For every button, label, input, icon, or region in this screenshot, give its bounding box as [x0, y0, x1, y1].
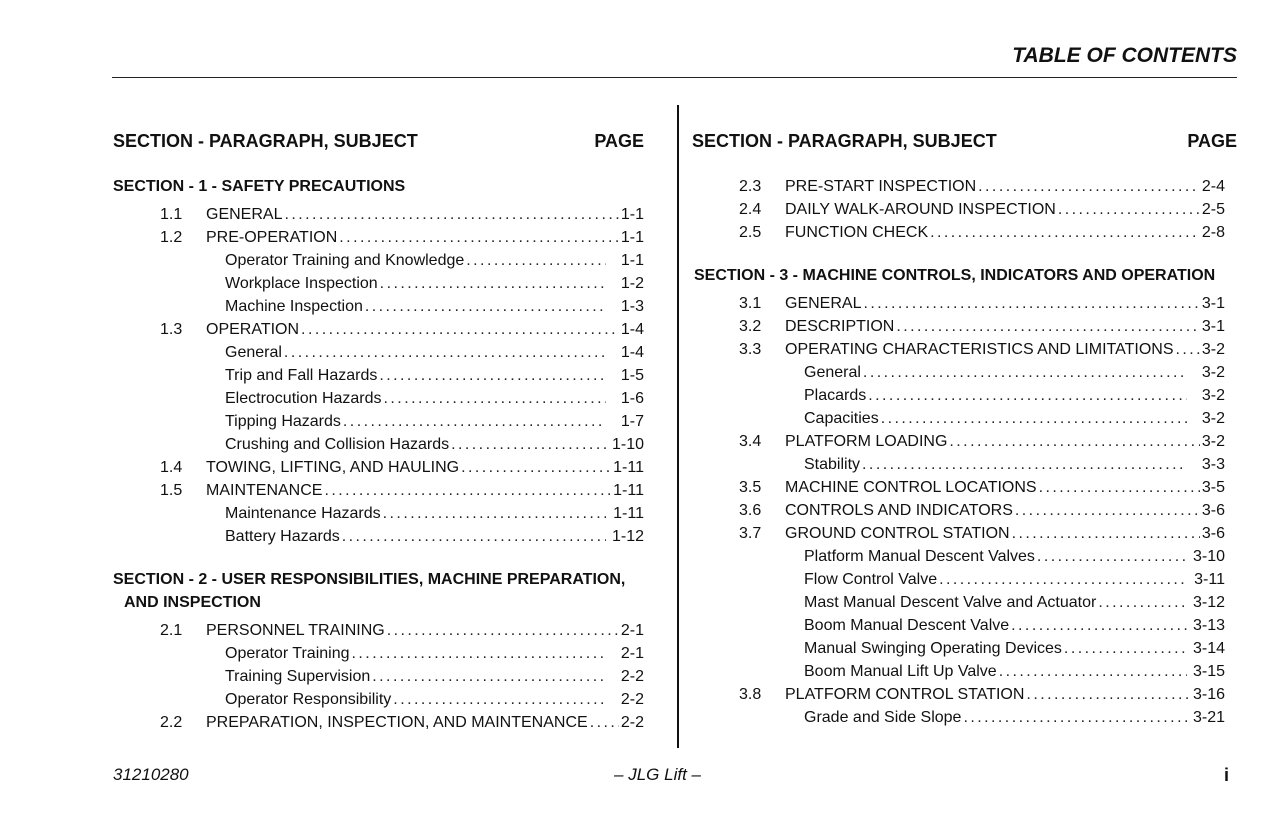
toc-entry — [113, 711, 644, 734]
toc-entry-number: 2.5 — [739, 224, 762, 241]
toc-entry — [113, 203, 644, 226]
toc-entry-title: Stability — [804, 456, 861, 473]
toc-entry — [692, 637, 1237, 660]
dot-leader — [379, 364, 606, 387]
header-rule — [112, 77, 1237, 78]
toc-entry-title: Mast Manual Descent Valve and Actuator — [804, 594, 1097, 611]
toc-entry-page: 3-11 — [1194, 571, 1225, 588]
toc-entry-title: PERSONNEL TRAINING — [206, 622, 385, 639]
toc-entry-number: 1.1 — [160, 206, 183, 223]
toc-entry — [692, 292, 1237, 315]
toc-entry — [113, 364, 644, 387]
dot-leader — [1012, 522, 1200, 545]
toc-entry-title: Machine Inspection — [225, 298, 363, 315]
dot-leader — [461, 456, 611, 479]
toc-entry-number: 1.5 — [160, 482, 183, 499]
toc-entry — [692, 706, 1237, 729]
toc-entry-title: General — [225, 344, 282, 361]
toc-entry-page: 3-1 — [1201, 318, 1225, 335]
toc-entry-title: Maintenance Hazards — [225, 505, 381, 522]
section-2-entries — [113, 619, 644, 734]
toc-entry-title: Manual Swinging Operating Devices — [804, 640, 1062, 657]
toc-entry-page: 3-6 — [1201, 502, 1225, 519]
toc-entry-title: FUNCTION CHECK — [785, 224, 929, 241]
dot-leader — [862, 453, 1187, 476]
toc-entry-page: 3-10 — [1192, 548, 1225, 565]
toc-entry — [113, 456, 644, 479]
toc-entry-page: 1-2 — [620, 275, 644, 292]
toc-entry-title: OPERATING CHARACTERISTICS AND LIMITATIONS — [785, 341, 1174, 358]
dot-leader — [978, 175, 1200, 198]
dot-leader — [342, 525, 606, 548]
toc-entry-title: Flow Control Valve — [804, 571, 938, 588]
dot-leader — [1098, 591, 1187, 614]
column-heading-page: PAGE — [1187, 131, 1237, 151]
toc-entry-page: 3-1 — [1201, 295, 1225, 312]
section-2-title — [113, 568, 644, 614]
dot-leader — [896, 315, 1200, 338]
toc-entry-number: 2.1 — [160, 622, 183, 639]
dot-leader — [380, 272, 606, 295]
toc-entry-title: Trip and Fall Hazards — [225, 367, 378, 384]
toc-entry-title: Boom Manual Lift Up Valve — [804, 663, 997, 680]
toc-entry-page: 2-2 — [620, 691, 644, 708]
dot-leader — [372, 665, 606, 688]
toc-entry-page: 1-3 — [620, 298, 644, 315]
toc-entry-title: Boom Manual Descent Valve — [804, 617, 1010, 634]
toc-entry-title: Grade and Side Slope — [804, 709, 962, 726]
dot-leader — [451, 433, 606, 456]
dot-leader — [1011, 614, 1187, 637]
toc-entry-number: 2.2 — [160, 714, 183, 731]
toc-entry — [692, 453, 1237, 476]
column-heading-subject: SECTION - PARAGRAPH, SUBJECT — [113, 131, 418, 151]
page-title: TABLE OF CONTENTS — [1012, 44, 1237, 67]
dot-leader — [301, 318, 619, 341]
toc-entry — [692, 660, 1237, 683]
toc-entry — [692, 522, 1237, 545]
toc-entry-title: GENERAL — [785, 295, 862, 312]
toc-entry-title: OPERATION — [206, 321, 300, 338]
toc-entry-page: 2-8 — [1201, 224, 1225, 241]
toc-entry-page: 1-1 — [620, 229, 644, 246]
toc-entry-title: Placards — [804, 387, 867, 404]
toc-right-column — [692, 128, 1237, 729]
dot-leader — [352, 642, 606, 665]
dot-leader — [284, 203, 618, 226]
dot-leader — [963, 706, 1187, 729]
dot-leader — [949, 430, 1199, 453]
toc-entry-page: 1-1 — [620, 252, 644, 269]
toc-entry-page: 1-4 — [620, 321, 644, 338]
toc-entry-title: PRE-OPERATION — [206, 229, 338, 246]
toc-entry-page: 1-1 — [620, 206, 644, 223]
toc-entry — [692, 568, 1237, 591]
toc-entry — [692, 361, 1237, 384]
section-3-title: SECTION - 3 - MACHINE CONTROLS, INDICATORS AND OPERATION — [694, 267, 1216, 284]
toc-entry-page: 1-10 — [611, 436, 644, 453]
section-1-title: SECTION - 1 - SAFETY PRECAUTIONS — [113, 178, 406, 195]
toc-entry-page: 3-3 — [1201, 456, 1225, 473]
toc-entry — [113, 525, 644, 548]
section-2-title-line2: AND INSPECTION — [124, 594, 261, 611]
toc-entry-number: 3.8 — [739, 686, 762, 703]
toc-entry — [113, 502, 644, 525]
dot-leader — [284, 341, 606, 364]
section-2-continued-entries — [692, 175, 1237, 244]
toc-entry-page: 1-5 — [620, 367, 644, 384]
section-3-entries — [692, 292, 1237, 729]
toc-entry-number: 3.7 — [739, 525, 762, 542]
toc-entry-title: PRE-START INSPECTION — [785, 178, 977, 195]
toc-entry-title: MACHINE CONTROL LOCATIONS — [785, 479, 1037, 496]
toc-entry-title: PLATFORM CONTROL STATION — [785, 686, 1025, 703]
toc-entry-page: 3-2 — [1201, 364, 1225, 381]
dot-leader — [324, 479, 611, 502]
toc-entry-title: Crushing and Collision Hazards — [225, 436, 450, 453]
toc-entry-page: 1-11 — [613, 505, 644, 522]
toc-entry-title: Operator Training — [225, 645, 350, 662]
toc-entry — [113, 272, 644, 295]
toc-entry-page: 3-15 — [1192, 663, 1225, 680]
toc-entry-page: 3-2 — [1201, 341, 1225, 358]
toc-entry — [113, 226, 644, 249]
toc-entry — [113, 387, 644, 410]
toc-entry-page: 2-2 — [620, 714, 644, 731]
dot-leader — [939, 568, 1187, 591]
toc-entry-number: 3.6 — [739, 502, 762, 519]
toc-entry-page: 1-12 — [611, 528, 644, 545]
toc-entry-page: 1-6 — [620, 390, 644, 407]
section-2-title-line1: SECTION - 2 - USER RESPONSIBILITIES, MACHINE PREPARATION, — [113, 571, 626, 588]
toc-entry — [113, 433, 644, 456]
dot-leader — [1064, 637, 1187, 660]
dot-leader — [383, 502, 606, 525]
toc-entry-number: 3.5 — [739, 479, 762, 496]
toc-entry-number: 3.2 — [739, 318, 762, 335]
column-divider — [677, 105, 679, 748]
toc-entry-title: Operator Training and Knowledge — [225, 252, 465, 269]
toc-entry-title: DESCRIPTION — [785, 318, 895, 335]
toc-entry-number: 1.2 — [160, 229, 183, 246]
toc-entry-page: 1-7 — [620, 413, 644, 430]
toc-entry-title: Training Supervision — [225, 668, 371, 685]
toc-entry-page: 2-4 — [1201, 178, 1225, 195]
toc-entry-title: MAINTENANCE — [206, 482, 323, 499]
column-heading-page: PAGE — [594, 131, 644, 151]
toc-entry-title: Workplace Inspection — [225, 275, 378, 292]
toc-entry-title: Platform Manual Descent Valves — [804, 548, 1035, 565]
toc-entry — [113, 249, 644, 272]
dot-leader — [466, 249, 606, 272]
footer-page-number: i — [1223, 765, 1229, 785]
toc-entry — [692, 591, 1237, 614]
toc-entry-page: 3-21 — [1192, 709, 1225, 726]
toc-entry — [692, 175, 1237, 198]
toc-entry-page: 3-5 — [1201, 479, 1225, 496]
toc-entry — [692, 545, 1237, 568]
dot-leader — [1026, 683, 1191, 706]
toc-entry-page: 2-1 — [620, 622, 644, 639]
dot-leader — [881, 407, 1187, 430]
column-heading-subject: SECTION - PARAGRAPH, SUBJECT — [692, 131, 997, 151]
toc-entry-title: PREPARATION, INSPECTION, AND MAINTENANCE — [206, 714, 588, 731]
toc-entry — [692, 338, 1237, 361]
toc-entry — [692, 614, 1237, 637]
toc-entry-page: 3-12 — [1192, 594, 1225, 611]
toc-entry — [113, 642, 644, 665]
toc-entry-page: 3-16 — [1192, 686, 1225, 703]
toc-entry-title: Tipping Hazards — [225, 413, 341, 430]
toc-entry-page: 2-2 — [620, 668, 644, 685]
toc-entry — [113, 318, 644, 341]
dot-leader — [1039, 476, 1200, 499]
toc-entry-title: General — [804, 364, 861, 381]
toc-entry — [692, 221, 1237, 244]
column-header — [113, 128, 644, 154]
toc-entry-title: GROUND CONTROL STATION — [785, 525, 1010, 542]
toc-entry — [113, 665, 644, 688]
toc-entry-page: 3-2 — [1201, 433, 1225, 450]
toc-entry-page: 2-1 — [620, 645, 644, 662]
toc-entry — [692, 198, 1237, 221]
toc-entry — [113, 688, 644, 711]
dot-leader — [930, 221, 1200, 244]
dot-leader — [343, 410, 606, 433]
dot-leader — [339, 226, 619, 249]
toc-entry-title: PLATFORM LOADING — [785, 433, 948, 450]
toc-entry-title: CONTROLS AND INDICATORS — [785, 502, 1013, 519]
toc-entry — [692, 315, 1237, 338]
toc-entry — [692, 476, 1237, 499]
toc-entry — [113, 295, 644, 318]
toc-entry-title: Electrocution Hazards — [225, 390, 382, 407]
toc-entry — [113, 410, 644, 433]
dot-leader — [387, 619, 619, 642]
toc-entry-page: 1-4 — [620, 344, 644, 361]
dot-leader — [1037, 545, 1187, 568]
toc-entry-title: Capacities — [804, 410, 879, 427]
footer-doc-number: 31210280 — [113, 765, 189, 784]
toc-entry-title: GENERAL — [206, 206, 283, 223]
dot-leader — [393, 688, 606, 711]
toc-entry-page: 3-6 — [1201, 525, 1225, 542]
dot-leader — [365, 295, 606, 318]
toc-entry-page: 1-11 — [613, 482, 644, 499]
toc-entry-page: 3-2 — [1201, 410, 1225, 427]
dot-leader — [1015, 499, 1200, 522]
toc-entry-number: 2.3 — [739, 178, 762, 195]
toc-entry-page: 3-2 — [1201, 387, 1225, 404]
toc-entry-number: 3.3 — [739, 341, 762, 358]
toc-entry-title: DAILY WALK-AROUND INSPECTION — [785, 201, 1056, 218]
dot-leader — [999, 660, 1187, 683]
section-1-entries — [113, 203, 644, 548]
toc-entry-number: 2.4 — [739, 201, 762, 218]
dot-leader — [868, 384, 1187, 407]
column-header — [692, 128, 1237, 154]
toc-entry-number: 1.4 — [160, 459, 183, 476]
toc-entry-number: 1.3 — [160, 321, 183, 338]
dot-leader — [384, 387, 606, 410]
toc-entry-page: 1-11 — [613, 459, 644, 476]
toc-entry — [692, 407, 1237, 430]
toc-left-column — [113, 128, 644, 734]
toc-entry — [113, 619, 644, 642]
toc-entry — [113, 341, 644, 364]
dot-leader — [590, 711, 619, 734]
toc-entry — [113, 479, 644, 502]
dot-leader — [863, 292, 1199, 315]
toc-entry-page: 3-14 — [1192, 640, 1225, 657]
toc-entry-title: Operator Responsibility — [225, 691, 392, 708]
toc-entry-number: 3.1 — [739, 295, 762, 312]
toc-entry-page: 2-5 — [1201, 201, 1225, 218]
toc-entry — [692, 499, 1237, 522]
toc-entry-title: Battery Hazards — [225, 528, 340, 545]
footer-center-text: – JLG Lift – — [614, 765, 701, 784]
dot-leader — [1175, 338, 1199, 361]
toc-entry — [692, 683, 1237, 706]
toc-entry-page: 3-13 — [1192, 617, 1225, 634]
dot-leader — [1058, 198, 1200, 221]
toc-entry — [692, 384, 1237, 407]
dot-leader — [863, 361, 1187, 384]
toc-entry-number: 3.4 — [739, 433, 762, 450]
toc-entry — [692, 430, 1237, 453]
toc-entry-title: TOWING, LIFTING, AND HAULING — [206, 459, 460, 476]
